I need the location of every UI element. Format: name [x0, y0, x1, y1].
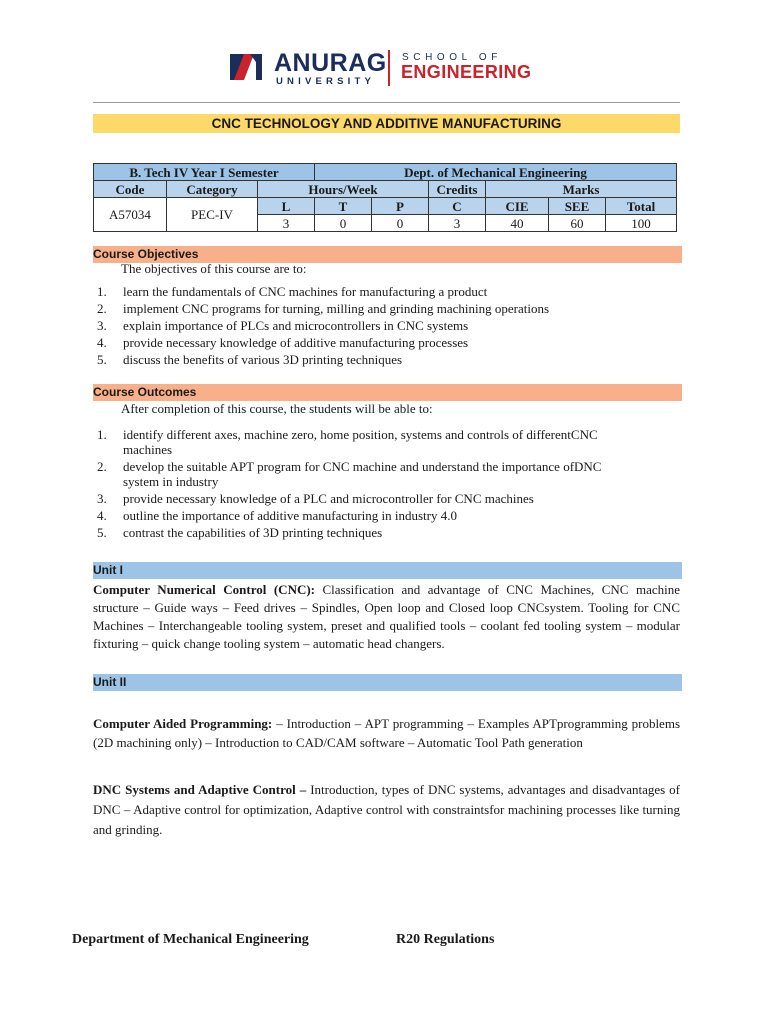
t-value: 0 — [315, 215, 372, 232]
logo-divider — [388, 50, 390, 86]
unit2-para2 — [93, 780, 680, 840]
p-header: P — [372, 198, 429, 215]
anurag-logo-icon — [230, 50, 270, 84]
p-value: 0 — [372, 215, 429, 232]
cie-header: CIE — [486, 198, 549, 215]
see-header: SEE — [549, 198, 606, 215]
unit1-heading: Unit I — [93, 562, 682, 579]
list-item: 1. learn the fundamentals of CNC machines for manufacturing a product — [97, 284, 488, 299]
list-item: 3. provide necessary knowledge of a PLC and microcontroller for CNC machines — [97, 491, 534, 506]
list-item: 5. discuss the benefits of various 3D printing techniques — [97, 352, 403, 367]
objectives-intro: The objectives of this course are to: — [121, 261, 307, 276]
university-logo — [230, 48, 550, 90]
c-value: 3 — [429, 215, 486, 232]
logo-name: ANURAG — [274, 49, 387, 77]
course-title: CNC TECHNOLOGY AND ADDITIVE MANUFACTURING — [93, 114, 680, 133]
list-item: 4. outline the importance of additive manufacturing in industry 4.0 — [97, 508, 457, 523]
l-header: L — [258, 198, 315, 215]
table-row — [94, 198, 677, 215]
unit2-text2: Introduction, types of DNC systems, advantages and disadvantages of DNC – Adaptive control for optimization, Adaptive control with constraintsfor machining processes like turning and grinding. — [93, 782, 680, 837]
total-header: Total — [606, 198, 677, 215]
unit1-content — [93, 581, 680, 653]
unit2-topic2: DNC Systems and Adaptive Control – — [93, 782, 307, 797]
course-info-table — [93, 163, 677, 232]
unit1-text: Classification and advantage of CNC Machines, CNC machine structure – Guide ways – Feed drives – Spindles, Open loop and Closed loop CNCsystem. Tooling for CNC Machines – Interchangeable tooling system, preset and qualified tools – coolant fed tooling system – modular fixturing – quick change tooling system – automatic head changers. — [93, 582, 680, 651]
category-value: PEC-IV — [167, 198, 258, 232]
table-row — [94, 181, 677, 198]
list-item: 2. implement CNC programs for turning, milling and grinding machining operations — [97, 301, 550, 316]
unit2-topic1: Computer Aided Programming: — [93, 716, 273, 731]
cie-value: 40 — [486, 215, 549, 232]
l-value: 3 — [258, 215, 315, 232]
header-rule — [93, 102, 680, 103]
list-item: 3. explain importance of PLCs and microcontrollers in CNC systems — [97, 318, 469, 333]
hours-header: Hours/Week — [258, 181, 429, 198]
see-value: 60 — [549, 215, 606, 232]
department-cell: Dept. of Mechanical Engineering — [315, 164, 677, 181]
outcomes-intro: After completion of this course, the students will be able to: — [121, 401, 433, 416]
unit2-para1 — [93, 714, 680, 752]
outcomes-list — [97, 427, 637, 542]
code-header: Code — [94, 181, 167, 198]
list-item: 2. develop the suitable APT program for CNC machine and understand the importance ofDNC system in industry — [97, 459, 602, 489]
unit1-topic: Computer Numerical Control (CNC): — [93, 582, 316, 597]
footer-regulations: R20 Regulations — [396, 932, 495, 947]
table-row — [94, 164, 677, 181]
list-item: 4. provide necessary knowledge of additive manufacturing processes — [97, 335, 469, 350]
c-header: C — [429, 198, 486, 215]
logo-subtitle: UNIVERSITY — [276, 76, 376, 87]
logo-engineering: ENGINEERING — [401, 62, 532, 82]
credits-header: Credits — [429, 181, 486, 198]
list-item: 5. contrast the capabilities of 3D printing techniques — [97, 525, 383, 540]
code-value: A57034 — [94, 198, 167, 232]
total-value: 100 — [606, 215, 677, 232]
outcomes-heading: Course Outcomes — [93, 384, 682, 401]
objectives-heading: Course Objectives — [93, 246, 682, 263]
logo-school-of: SCHOOL OF — [402, 52, 502, 63]
list-item: 1. identify different axes, machine zero, home position, systems and controls of differentCNC machines — [97, 427, 598, 457]
t-header: T — [315, 198, 372, 215]
unit2-text1: – Introduction – APT programming – Examples APTprogramming problems (2D machining only) – Introduction to CAD/CAM software – Automatic Tool Path generation — [93, 716, 680, 750]
semester-cell: B. Tech IV Year I Semester — [94, 164, 315, 181]
category-header: Category — [167, 181, 258, 198]
unit2-heading: Unit II — [93, 674, 682, 691]
footer-department: Department of Mechanical Engineering — [72, 932, 309, 947]
marks-header: Marks — [486, 181, 677, 198]
objectives-list — [97, 284, 687, 369]
